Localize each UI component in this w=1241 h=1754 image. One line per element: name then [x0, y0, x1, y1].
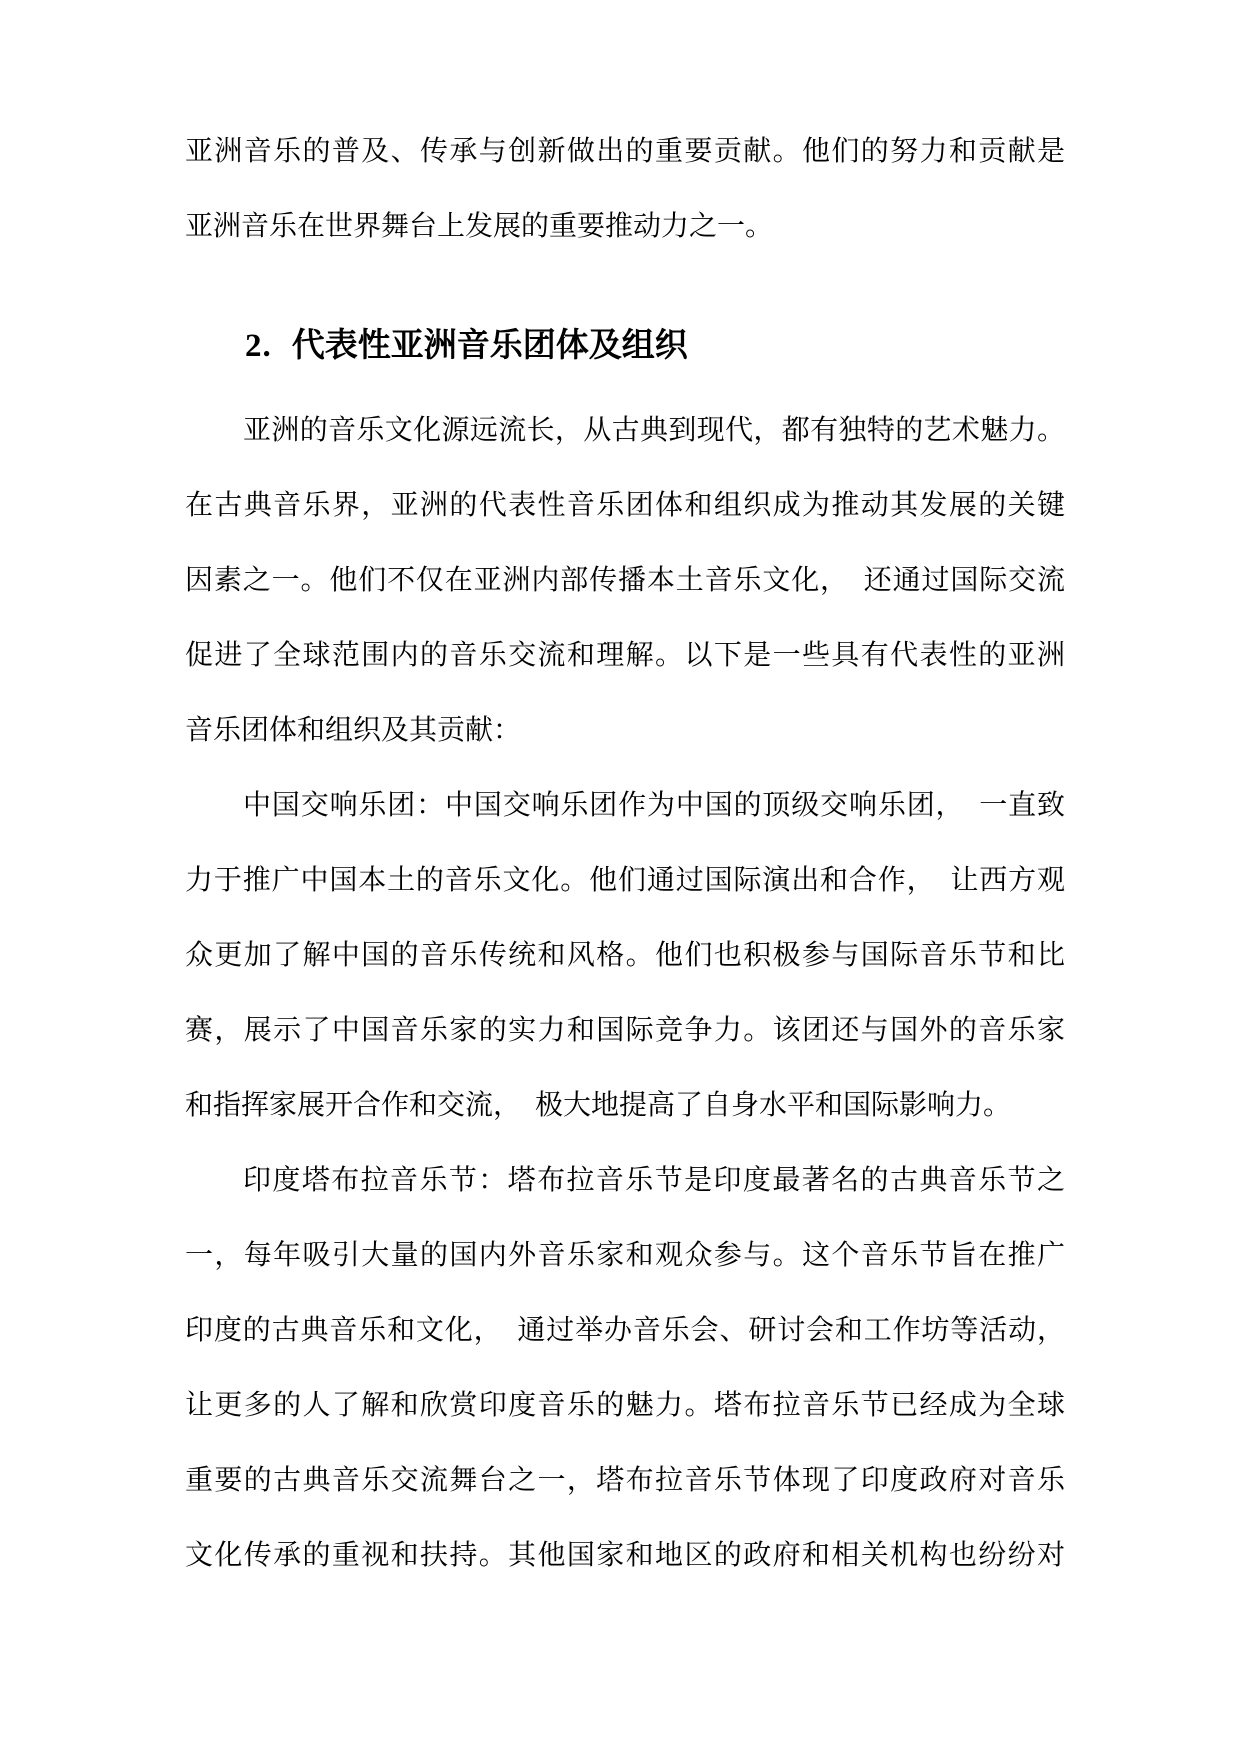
- text-line: 中国交响乐团：中国交响乐团作为中国的顶级交响乐团， 一直致: [243, 790, 1065, 821]
- text-line: 众更加了解中国的音乐传统和风格。他们也积极参与国际音乐节和比: [185, 940, 1065, 971]
- text-line: 重要的古典音乐交流舞台之一，塔布拉音乐节体现了印度政府对音乐: [185, 1465, 1065, 1496]
- section-heading: [245, 323, 1065, 369]
- text-line: 促进了全球范围内的音乐交流和理解。以下是一些具有代表性的亚洲: [185, 640, 1065, 671]
- paragraph-tabla-festival: [185, 1143, 1065, 1593]
- text-line: 印度塔布拉音乐节：塔布拉音乐节是印度最著名的古典音乐节之: [243, 1165, 1065, 1196]
- text-line: 因素之一。他们不仅在亚洲内部传播本土音乐文化， 还通过国际交流: [185, 565, 1065, 596]
- paragraph-china-symphony: [185, 768, 1065, 1143]
- text-line: 一，每年吸引大量的国内外音乐家和观众参与。这个音乐节旨在推广: [185, 1240, 1065, 1271]
- text-line: 亚洲音乐的普及、传承与创新做出的重要贡献。他们的努力和贡献是: [185, 136, 1065, 167]
- text-line: 让更多的人了解和欣赏印度音乐的魅力。塔布拉音乐节已经成为全球: [185, 1390, 1065, 1421]
- text-line: 力于推广中国本土的音乐文化。他们通过国际演出和合作， 让西方观: [185, 865, 1065, 896]
- text-line: 在古典音乐界，亚洲的代表性音乐团体和组织成为推动其发展的关键: [185, 490, 1065, 521]
- text-line: 和指挥家展开合作和交流， 极大地提高了自身水平和国际影响力。: [185, 1090, 1012, 1121]
- paragraph-previous-tail: [185, 114, 1065, 264]
- document-content: [185, 0, 1065, 1593]
- text-line: 音乐团体和组织及其贡献：: [185, 715, 522, 746]
- section-heading-number: 2.: [245, 328, 272, 364]
- paragraph-intro: [185, 393, 1065, 768]
- section-heading-text: 代表性亚洲音乐团体及组织: [291, 328, 688, 364]
- text-line: 印度的古典音乐和文化， 通过举办音乐会、研讨会和工作坊等活动，: [185, 1315, 1065, 1346]
- text-line: 亚洲音乐在世界舞台上发展的重要推动力之一。: [185, 211, 774, 242]
- text-line: 赛，展示了中国音乐家的实力和国际竞争力。该团还与国外的音乐家: [185, 1015, 1065, 1046]
- text-line: 文化传承的重视和扶持。其他国家和地区的政府和相关机构也纷纷对: [185, 1540, 1065, 1571]
- text-line: 亚洲的音乐文化源远流长，从古典到现代，都有独特的艺术魅力。: [243, 415, 1065, 446]
